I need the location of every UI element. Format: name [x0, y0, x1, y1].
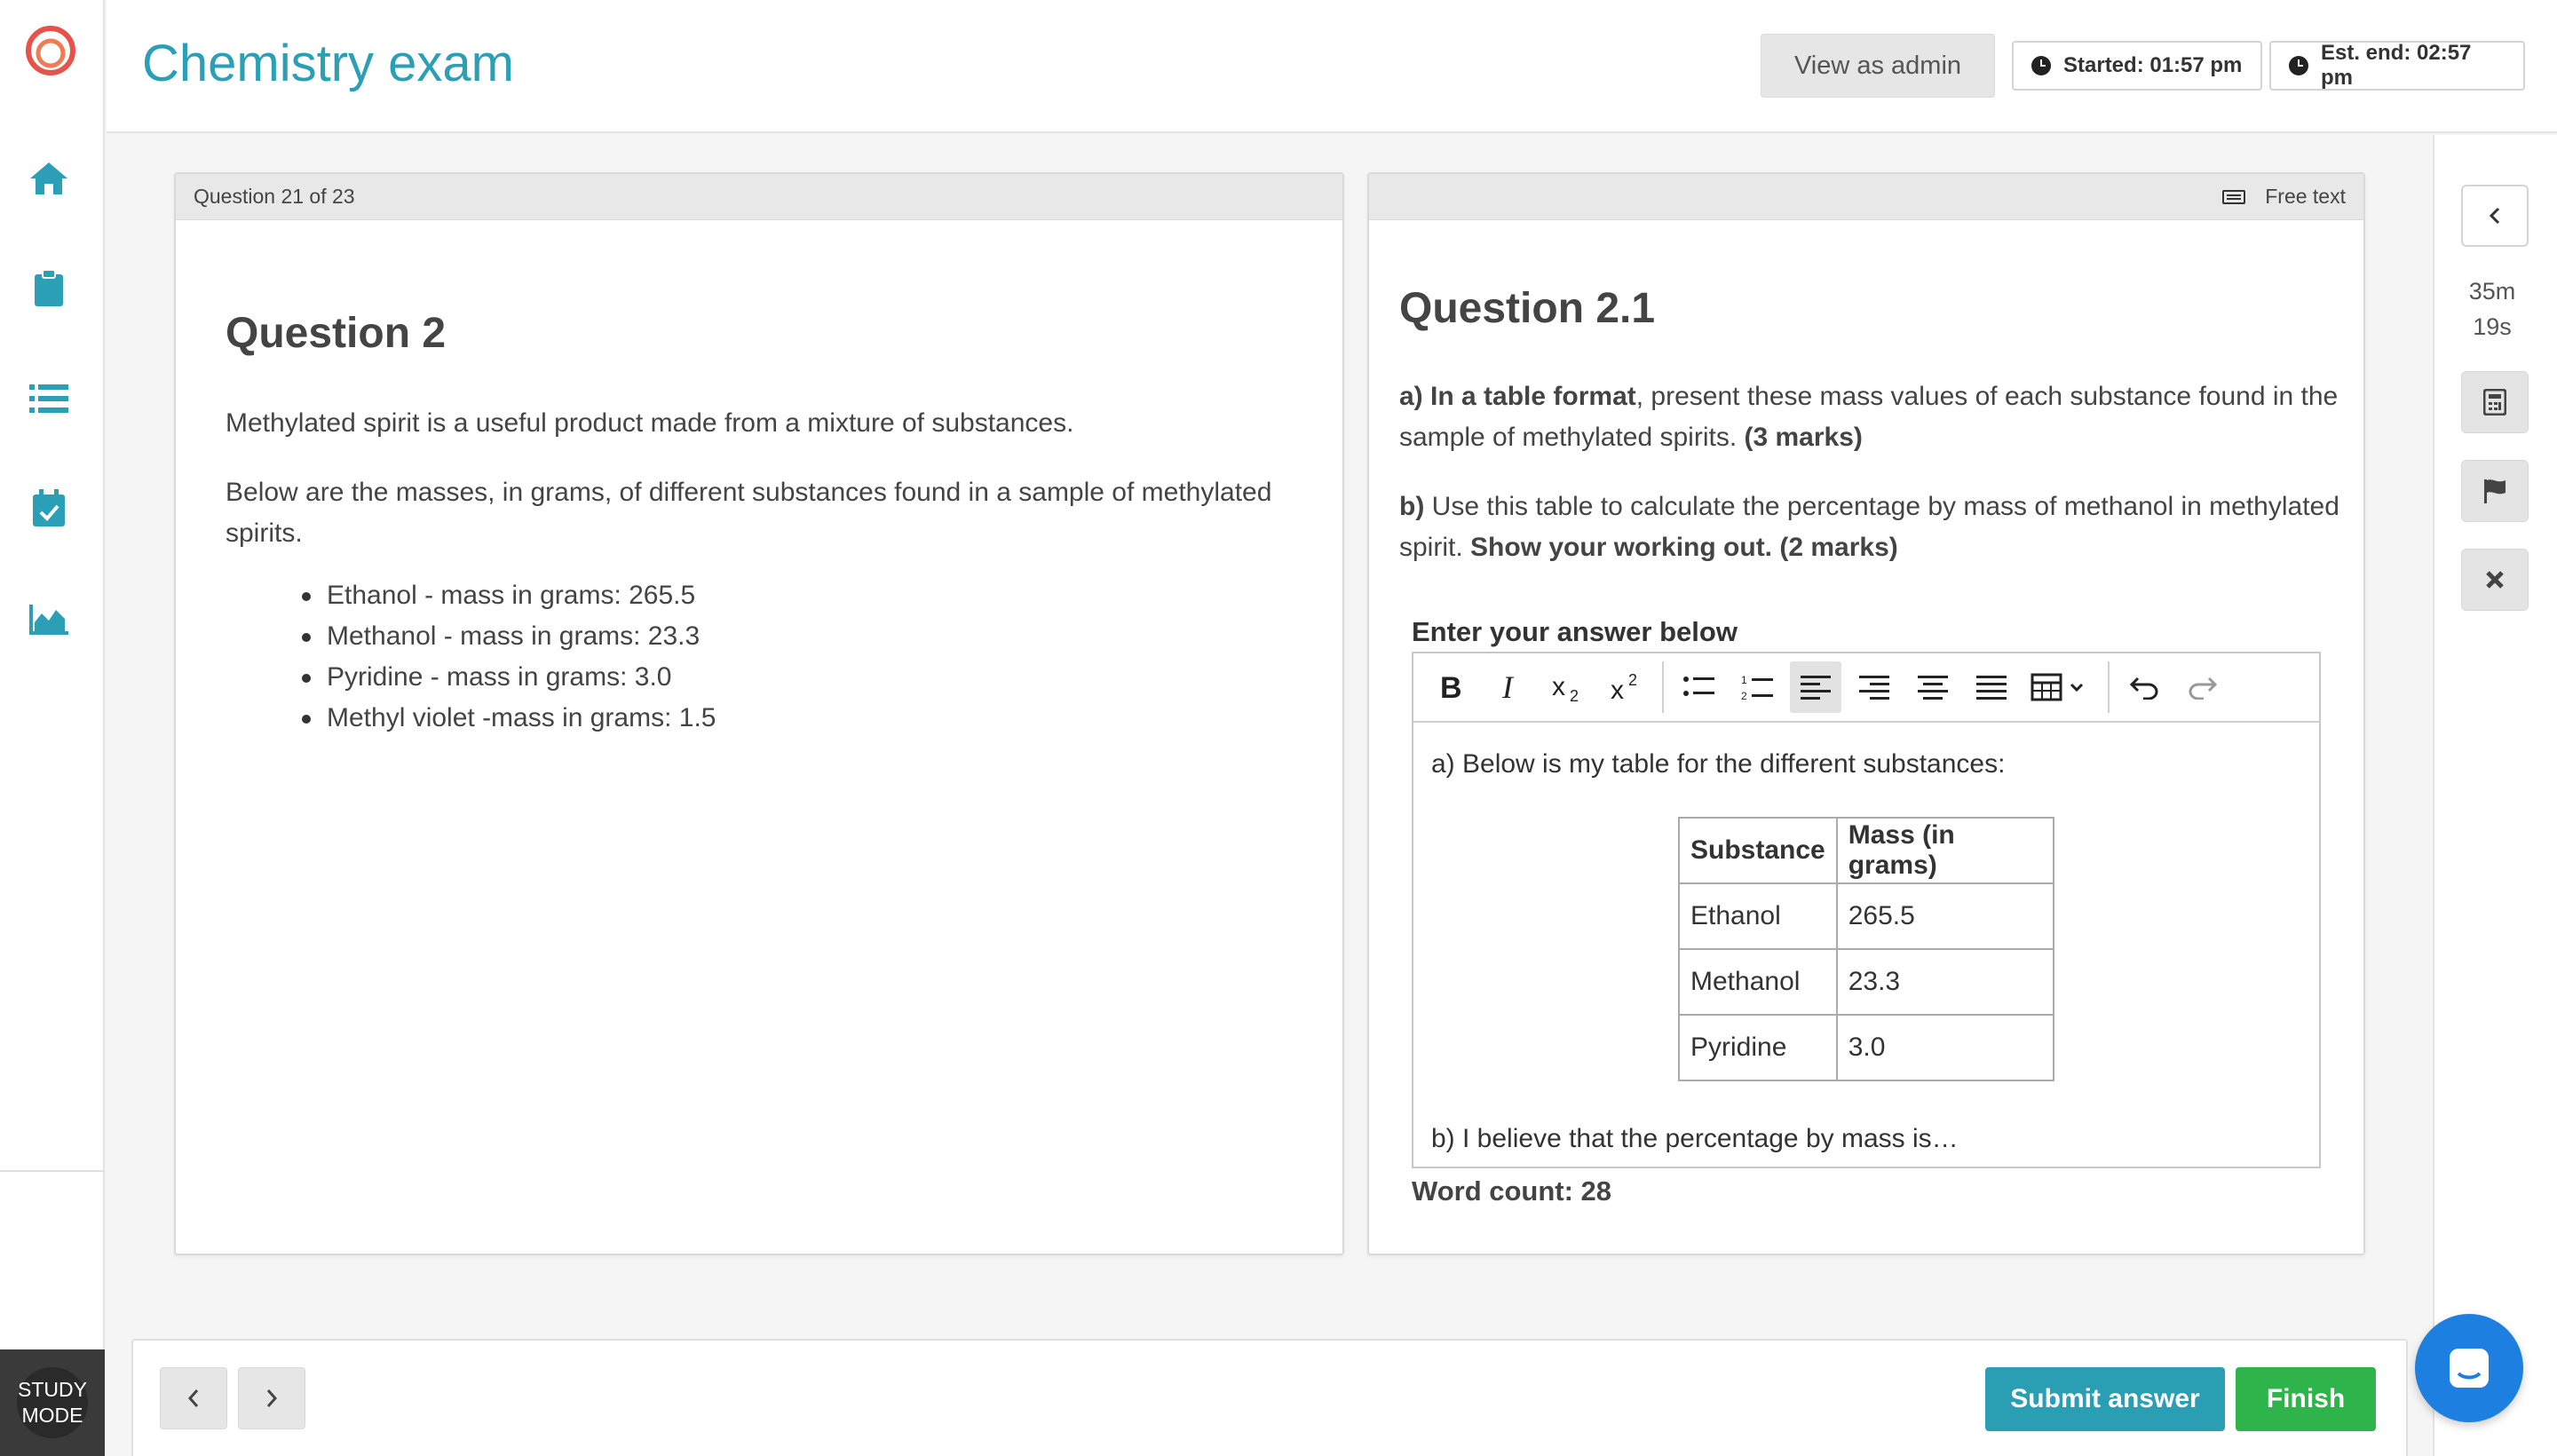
answer-label: Enter your answer below: [1412, 616, 1738, 647]
collapse-button[interactable]: [2461, 185, 2529, 247]
list-item: Pyridine - mass in grams: 3.0: [298, 657, 716, 698]
bold-button[interactable]: [1426, 661, 1477, 713]
question-description: Below are the masses, in grams, of different substances found in a sample of methylated spirits.: [226, 478, 1272, 548]
close-button[interactable]: [2461, 549, 2529, 611]
part-a-text: [1399, 376, 2340, 458]
align-left-icon[interactable]: [1790, 661, 1841, 713]
est-end-time-chip: [2269, 41, 2525, 91]
part-a-body: , present these mass values of each substance found in the sample of methylated spirits.: [1399, 382, 2339, 452]
bottom-bar: [131, 1339, 2408, 1456]
clock-icon: [2289, 56, 2308, 75]
left-sidebar: [0, 0, 105, 1456]
header: [107, 0, 2557, 133]
list-item: Methanol - mass in grams: 23.3: [298, 616, 716, 657]
svg-text:I: I: [1502, 672, 1513, 702]
table-cell[interactable]: 3.0: [1837, 1015, 2054, 1080]
question-counter: Question 21 of 23: [194, 185, 355, 208]
right-rail: [2433, 135, 2557, 1456]
view-as-admin-button[interactable]: View as admin: [1761, 34, 1995, 98]
rich-text-editor[interactable]: [1412, 652, 2321, 1168]
toolbar-separator: [2108, 661, 2110, 713]
page-title: Chemistry exam: [142, 35, 514, 92]
undo-icon[interactable]: [2118, 661, 2170, 713]
sub-question-title: Question 2.1: [1399, 285, 1656, 332]
svg-text:x: x: [1552, 672, 1565, 701]
numbered-list-icon[interactable]: [1731, 661, 1783, 713]
insert-table-icon[interactable]: [2024, 661, 2099, 713]
table-row: [1679, 1015, 2054, 1080]
finish-button[interactable]: Finish: [2236, 1367, 2376, 1431]
previous-question-button[interactable]: [160, 1367, 227, 1429]
remaining-timer: 35m 19s: [2468, 278, 2516, 340]
list-item: Ethanol - mass in grams: 265.5: [298, 575, 716, 616]
study-mode-badge: [17, 1367, 88, 1438]
align-center-icon[interactable]: [1907, 661, 1959, 713]
toolbar-separator: [1662, 661, 1664, 713]
chevron-right-icon: [265, 1388, 279, 1409]
flag-button[interactable]: [2461, 460, 2529, 522]
answer-panel: [1367, 172, 2365, 1255]
close-icon: [2485, 570, 2505, 590]
editor-toolbar: [1413, 653, 2319, 723]
calculator-icon: [2483, 389, 2506, 415]
next-question-button[interactable]: [238, 1367, 305, 1429]
started-time-label: Started: 01:57 pm: [2063, 53, 2243, 77]
home-icon[interactable]: [27, 156, 71, 201]
calendar-check-icon[interactable]: [27, 487, 71, 531]
list-icon[interactable]: [27, 376, 71, 421]
align-right-icon[interactable]: [1848, 661, 1900, 713]
list-item: Methyl violet -mass in grams: 1.5: [298, 698, 716, 739]
svg-text:2: 2: [1741, 690, 1747, 701]
question-counter-bar: [176, 174, 1342, 220]
clock-icon: [2031, 56, 2051, 75]
chart-icon[interactable]: [27, 597, 71, 641]
italic-button[interactable]: [1484, 661, 1536, 713]
table-row: [1679, 949, 2054, 1015]
est-end-time-label: Est. end: 02:57 pm: [2321, 41, 2472, 90]
started-time-chip: [2012, 41, 2262, 91]
clipboard-icon[interactable]: [27, 266, 71, 311]
redo-icon[interactable]: [2177, 661, 2228, 713]
keyboard-icon: [2222, 190, 2245, 204]
subscript-button[interactable]: [1543, 661, 1595, 713]
chat-widget-icon[interactable]: [2415, 1314, 2523, 1422]
table-cell[interactable]: 23.3: [1837, 949, 2054, 1015]
answer-line-a: a) Below is my table for the different substances:: [1431, 749, 2006, 779]
table-cell[interactable]: 265.5: [1837, 883, 2054, 949]
svg-text:2: 2: [1570, 687, 1579, 703]
study-mode-button[interactable]: [0, 1349, 105, 1456]
part-b-body: Use this table to calculate the percentage by mass of methanol in methylated spirit.: [1399, 492, 2339, 562]
table-cell[interactable]: Pyridine: [1679, 1015, 1837, 1080]
answer-line-b: b) I believe that the percentage by mass is…: [1431, 1124, 1959, 1153]
align-justify-icon[interactable]: [1966, 661, 2017, 713]
editor-content[interactable]: [1413, 723, 2319, 1167]
question-intro: Methylated spirit is a useful product made from a mixture of substances.: [226, 408, 1074, 438]
table-row: [1679, 883, 2054, 949]
study-mode-label: STUDY MODE: [18, 1378, 87, 1427]
answer-table[interactable]: [1678, 817, 2054, 1081]
table-header[interactable]: Substance: [1679, 818, 1837, 883]
part-b-bold: Show your working out. (2 marks): [1470, 533, 1898, 562]
calculator-button[interactable]: [2461, 371, 2529, 433]
chevron-left-icon: [186, 1388, 201, 1409]
svg-text:B: B: [1440, 672, 1462, 702]
part-a-marks: (3 marks): [1744, 423, 1863, 452]
word-count: Word count: 28: [1412, 1175, 1612, 1207]
question-title: Question 2: [226, 310, 447, 357]
bullet-list-icon[interactable]: [1673, 661, 1724, 713]
answer-type-label: Free text: [2265, 185, 2346, 208]
svg-text:x: x: [1611, 676, 1624, 703]
flag-icon: [2482, 478, 2507, 504]
table-cell[interactable]: Methanol: [1679, 949, 1837, 1015]
substance-list: [298, 575, 716, 739]
answer-type: [2222, 185, 2346, 209]
question-panel: [174, 172, 1344, 1255]
part-a-bold: In a table format: [1430, 382, 1636, 411]
part-a-prefix: a): [1399, 382, 1423, 411]
svg-text:1: 1: [1741, 674, 1747, 686]
part-b-text: [1399, 487, 2340, 568]
submit-answer-button[interactable]: Submit answer: [1985, 1367, 2225, 1431]
svg-text:2: 2: [1628, 671, 1638, 689]
chevron-left-icon: [2488, 207, 2502, 225]
answer-type-bar: [1369, 174, 2363, 220]
sidebar-divider: [0, 1170, 105, 1172]
app-logo-icon[interactable]: [24, 24, 77, 77]
table-cell[interactable]: Ethanol: [1679, 883, 1837, 949]
superscript-button[interactable]: [1602, 661, 1653, 713]
table-header[interactable]: Mass (in grams): [1837, 818, 2054, 883]
table-header-row: [1679, 818, 2054, 883]
part-b-prefix: b): [1399, 492, 1425, 521]
